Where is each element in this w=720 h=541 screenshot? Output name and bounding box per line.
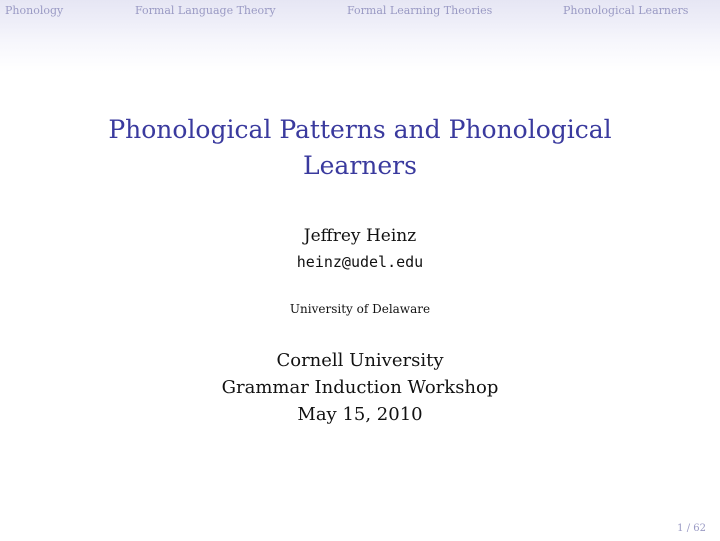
nav-item-phonology[interactable]: Phonology [5, 4, 64, 17]
author-email[interactable]: heinz@udel.edu [296, 253, 424, 271]
nav-item-phonological-learners[interactable]: Phonological Learners [563, 4, 689, 17]
page-number: 1 / 62 [677, 523, 706, 534]
event-venue: Cornell University [276, 350, 444, 371]
author-name: Jeffrey Heinz [303, 226, 417, 246]
event-info [0, 347, 720, 428]
nav-item-formal-language-theory[interactable]: Formal Language Theory [135, 4, 276, 17]
nav-item-formal-learning-theories[interactable]: Formal Learning Theories [347, 4, 493, 17]
slide-title [0, 112, 720, 184]
slide-title-line-1: Phonological Patterns and Phonological [108, 115, 612, 144]
section-navigation [0, 0, 720, 22]
event-date: May 15, 2010 [297, 404, 423, 425]
event-workshop: Grammar Induction Workshop [221, 377, 499, 398]
author-affiliation: University of Delaware [289, 302, 431, 316]
slide-title-line-2: Learners [303, 151, 417, 180]
